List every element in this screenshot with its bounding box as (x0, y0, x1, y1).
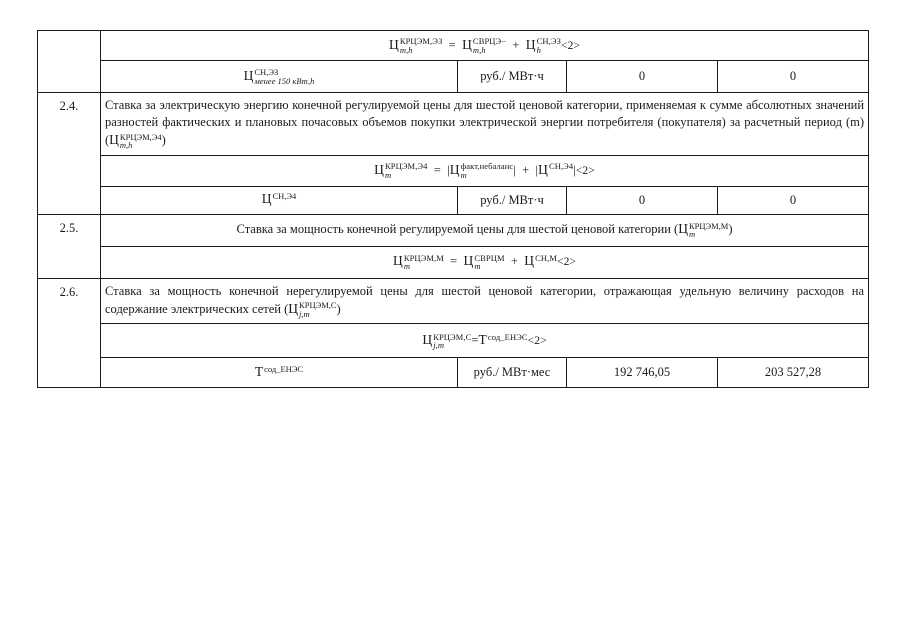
section-number: 2.4. (38, 93, 101, 215)
param-name-cell: T сод_ЕНЭС (101, 358, 458, 388)
formula-c: Ц КРЦЭМ,С j,m =T сод_ЕНЭС <2> (101, 324, 869, 358)
section-2-4-description-row (38, 93, 869, 156)
tariff-table (37, 30, 869, 388)
formula-row-c (38, 324, 869, 358)
unit-cell: руб./ МВт·ч (458, 61, 567, 93)
value-cell-1: 192 746,05 (567, 358, 718, 388)
section-2-6-description: Ставка за мощность конечной нерегулируемой цены для шестой ценовой категории, отражающая удельную величину расходов на содержание электрических сетей (Ц КРЦЭМ,С j,m ) (101, 278, 869, 324)
formula-row-m (38, 246, 869, 278)
value-cell-2: 0 (718, 186, 869, 214)
value-cell-1: 0 (567, 186, 718, 214)
value-row-ch-e4 (38, 186, 869, 214)
section-2-6-description-row (38, 278, 869, 324)
section-2-5-description: Ставка за мощность конечной регулируемой цены для шестой ценовой категории (Ц КРЦЭМ,М m ) (101, 214, 869, 246)
value-cell-2: 203 527,28 (718, 358, 869, 388)
unit-cell: руб./ МВт·ч (458, 186, 567, 214)
section-number: 2.6. (38, 278, 101, 388)
formula-e4: Ц КРЦЭМ,Э4 m = |Ц факт,небаланс m | + |Ц СН,Э4 |<2> (101, 155, 869, 186)
formula-row-e4 (38, 155, 869, 186)
param-name-cell: Ц СН,ЭЗ менее 150 кВт,h (101, 61, 458, 93)
value-cell-1: 0 (567, 61, 718, 93)
formula-row-ez (38, 31, 869, 61)
section-2-5-description-row (38, 214, 869, 246)
value-cell-2: 0 (718, 61, 869, 93)
section-number: 2.5. (38, 214, 101, 278)
section-2-4-description: Ставка за электрическую энергию конечной регулируемой цены для шестой ценовой категории, применяемая к сумме абсолютных значений разностей фактических и плановых почасовых объемов покупки электрической энергии потребителя (покупателя) за расчетный период (m) (Ц КРЦЭМ,Э4 m,h ) (101, 93, 869, 156)
formula-ez: Ц КРЦЭМ,ЭЗ m,h = Ц СВРЦЭ− m,h + Ц СН,ЭЗ h <2> (101, 31, 869, 61)
value-row-ch-ez (38, 61, 869, 93)
number-cell-empty (38, 31, 101, 93)
value-row-t-enes (38, 358, 869, 388)
formula-m: Ц КРЦЭМ,М m = Ц СВРЦМ m + Ц СН,М <2> (101, 246, 869, 278)
unit-cell: руб./ МВт·мес (458, 358, 567, 388)
param-name-cell: Ц СН,Э4 (101, 186, 458, 214)
